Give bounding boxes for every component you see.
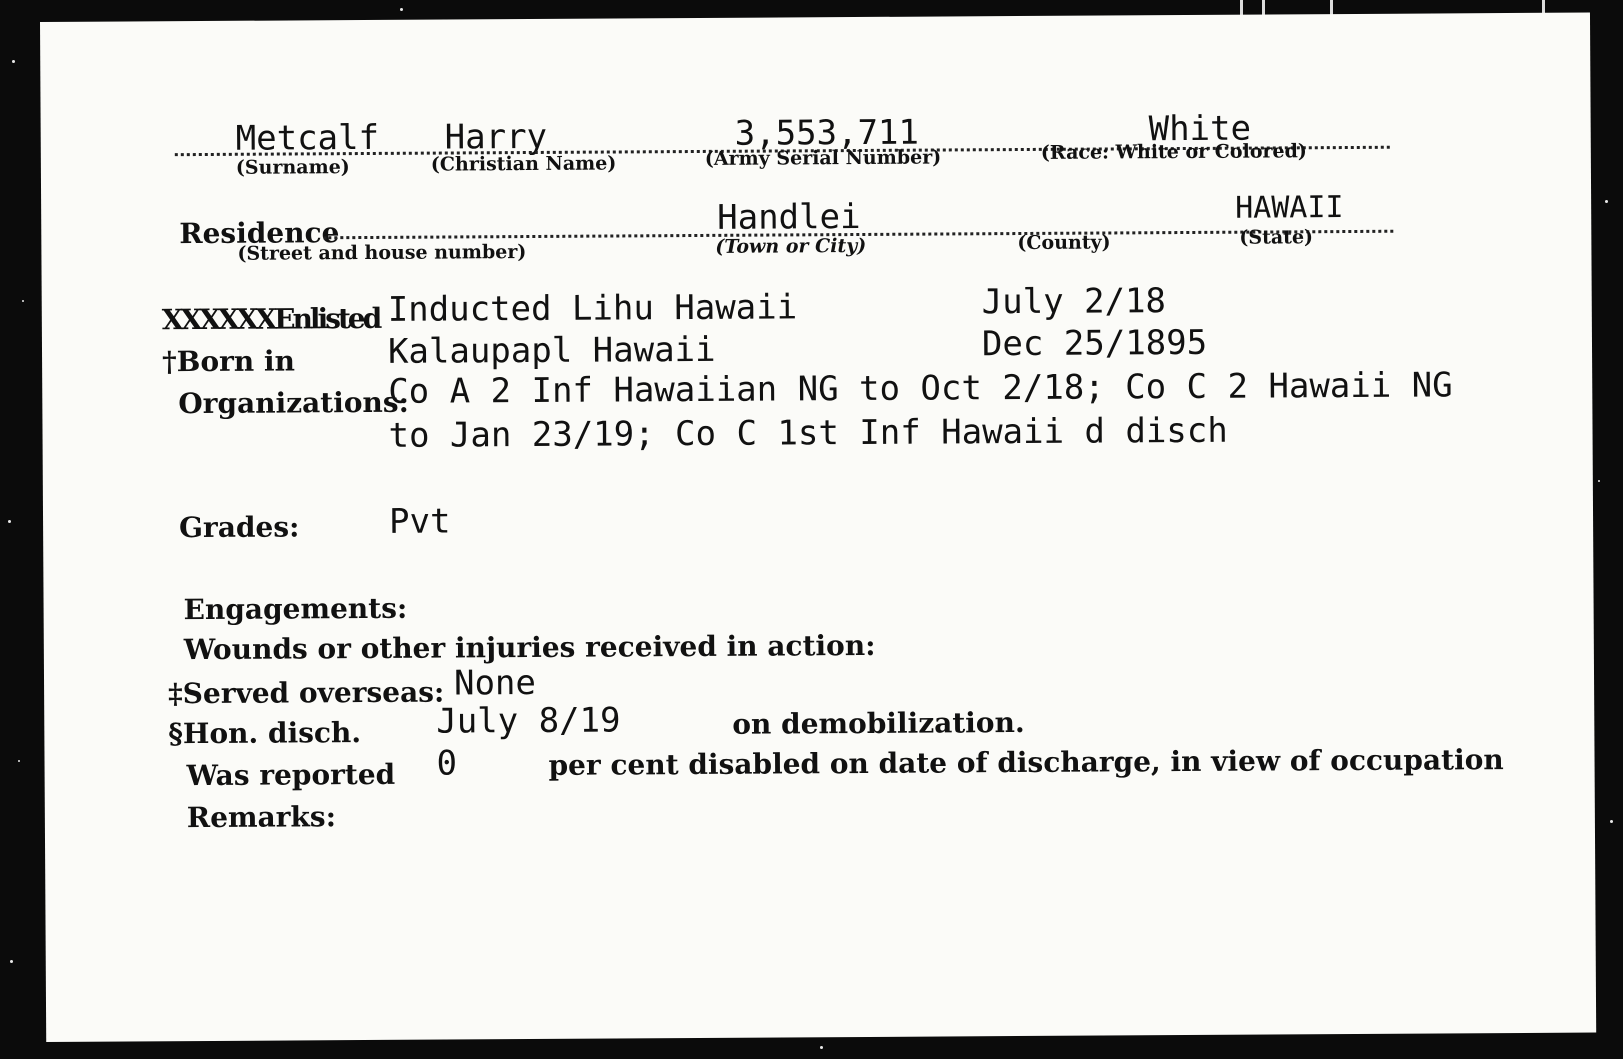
hon-disch-suffix: on demobilization. bbox=[732, 705, 1025, 741]
grades-value: Pvt bbox=[388, 501, 451, 542]
christian-name-caption: (Christian Name) bbox=[430, 152, 617, 176]
noise-speck bbox=[1598, 480, 1600, 482]
grades-label: Grades: bbox=[178, 510, 300, 545]
reported-percent-value: 0 bbox=[436, 743, 458, 784]
race-caption: (Race: White or Colored) bbox=[1040, 140, 1307, 164]
enlisted-strikeout bbox=[162, 302, 380, 336]
hon-disch-date-value: July 8/19 bbox=[436, 700, 621, 742]
enlisted-label: Enlisted bbox=[274, 301, 380, 336]
served-overseas-value: None bbox=[453, 662, 537, 704]
residence-label: Residence bbox=[179, 216, 340, 251]
strikeout-marks: XXXXXX bbox=[161, 302, 275, 337]
town-caption: (Town or City) bbox=[715, 234, 867, 258]
state-value: HAWAII bbox=[1235, 190, 1344, 226]
noise-speck bbox=[8, 520, 11, 523]
noise-speck bbox=[400, 8, 403, 11]
organizations-line-2: to Jan 23/19; Co C 1st Inf Hawaii d disch bbox=[388, 410, 1228, 456]
county-caption: (County) bbox=[1017, 231, 1111, 255]
surname-caption: (Surname) bbox=[235, 156, 350, 179]
born-place-value: Kalaupapl Hawaii bbox=[387, 329, 716, 372]
noise-speck bbox=[820, 1046, 823, 1049]
army-serial-number-caption: (Army Serial Number) bbox=[704, 146, 942, 170]
engagements-label: Engagements: bbox=[183, 591, 408, 627]
noise-speck bbox=[12, 60, 15, 63]
street-caption: (Street and house number) bbox=[237, 241, 527, 265]
wounds-label: Wounds or other injuries received in action: bbox=[183, 628, 876, 667]
reported-label: Was reported bbox=[186, 757, 396, 793]
enlisted-place-value: Inducted Lihu Hawaii bbox=[387, 287, 798, 330]
organizations-line-1: Co A 2 Inf Hawaiian NG to Oct 2/18; Co C 2 Hawaii NG bbox=[388, 365, 1453, 412]
served-overseas-label: ‡Served overseas: bbox=[168, 675, 445, 711]
noise-speck bbox=[10, 960, 13, 963]
noise-speck bbox=[1610, 820, 1613, 823]
organizations-label: Organizations: bbox=[178, 385, 410, 421]
noise-speck bbox=[18, 760, 20, 762]
reported-suffix: per cent disabled on date of discharge, in view of occupation bbox=[548, 743, 1504, 782]
hon-disch-label: §Hon. disch. bbox=[168, 716, 362, 751]
remarks-label: Remarks: bbox=[186, 800, 337, 835]
race-value: White bbox=[1148, 108, 1252, 150]
noise-speck bbox=[1605, 200, 1608, 203]
town-value: Handlei bbox=[717, 196, 861, 238]
christian-name-value: Harry bbox=[444, 116, 548, 158]
army-serial-number-value: 3,553,711 bbox=[734, 112, 920, 154]
enlisted-date-value: July 2/18 bbox=[981, 281, 1167, 323]
service-record-card bbox=[40, 13, 1596, 1042]
surname-value: Metcalf bbox=[235, 117, 380, 159]
state-caption: (State) bbox=[1239, 226, 1314, 249]
born-label: †Born in bbox=[161, 344, 296, 379]
noise-speck bbox=[22, 300, 24, 302]
born-date-value: Dec 25/1895 bbox=[981, 322, 1208, 365]
